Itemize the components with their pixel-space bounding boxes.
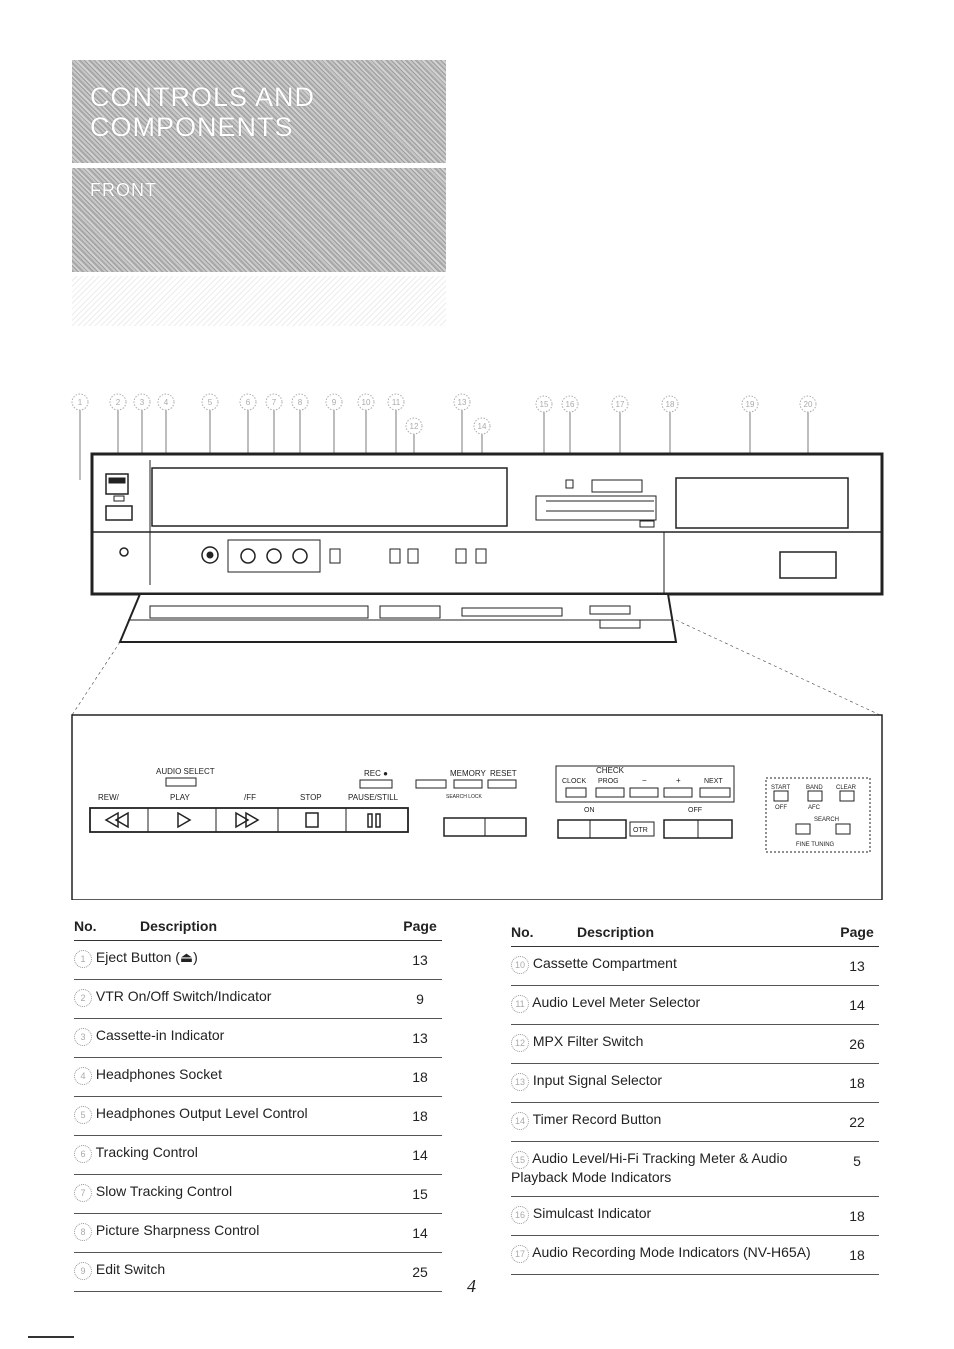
table-row bbox=[511, 1197, 879, 1236]
item-number-badge: 7 bbox=[74, 1184, 92, 1202]
control-panel-perspective bbox=[120, 594, 676, 642]
callout-number: 10 bbox=[361, 398, 371, 407]
item-page: 9 bbox=[398, 980, 442, 1019]
item-number-badge: 3 bbox=[74, 1028, 92, 1046]
row-description-cell bbox=[511, 1064, 835, 1103]
item-page: 13 bbox=[398, 941, 442, 980]
row-description-cell bbox=[74, 1097, 398, 1136]
row-description-cell bbox=[74, 1214, 398, 1253]
callout-number: 4 bbox=[163, 398, 169, 407]
label-rec: REC ● bbox=[364, 769, 388, 778]
table-header-row bbox=[74, 918, 442, 941]
callout-number: 16 bbox=[565, 400, 575, 409]
item-page: 14 bbox=[835, 986, 879, 1025]
col-description: Description bbox=[140, 918, 398, 941]
callout-number: 17 bbox=[615, 400, 625, 409]
label-plus: + bbox=[676, 776, 681, 785]
label-play: PLAY bbox=[170, 793, 190, 802]
table-row bbox=[511, 1142, 879, 1197]
col-page: Page bbox=[398, 918, 442, 941]
table-row bbox=[511, 1064, 879, 1103]
label-fine-tuning: FINE TUNING bbox=[796, 842, 835, 848]
table-row bbox=[511, 1103, 879, 1142]
row-description-cell bbox=[511, 1025, 835, 1064]
title-line-1: CONTROLS AND bbox=[90, 82, 316, 112]
callout-number: 11 bbox=[391, 398, 401, 407]
item-description: VTR On/Off Switch/Indicator bbox=[95, 988, 272, 1004]
table-row bbox=[74, 1175, 442, 1214]
table-row bbox=[511, 986, 879, 1025]
row-description-cell bbox=[74, 1019, 398, 1058]
label-pause-still: PAUSE/STILL bbox=[348, 793, 399, 802]
table-row bbox=[74, 1019, 442, 1058]
label-rew: REW/ bbox=[98, 793, 119, 802]
item-description: Picture Sharpness Control bbox=[95, 1222, 260, 1238]
label-check: CHECK bbox=[596, 766, 625, 775]
item-page: 13 bbox=[398, 1019, 442, 1058]
row-description-cell bbox=[74, 941, 398, 980]
table-row bbox=[74, 1136, 442, 1175]
table-row bbox=[74, 1097, 442, 1136]
label-afc: AFC bbox=[808, 805, 820, 811]
banner-divider bbox=[72, 163, 446, 168]
item-description: Audio Level Meter Selector bbox=[532, 994, 701, 1010]
label-audio-select: AUDIO SELECT bbox=[156, 767, 215, 776]
item-number-badge: 6 bbox=[74, 1145, 92, 1163]
item-page: 5 bbox=[835, 1142, 879, 1197]
col-description: Description bbox=[577, 924, 835, 947]
item-description: Slow Tracking Control bbox=[95, 1183, 233, 1199]
callout-number: 14 bbox=[477, 422, 487, 431]
callout-number: 20 bbox=[803, 400, 813, 409]
row-description-cell bbox=[74, 1175, 398, 1214]
callout-number: 13 bbox=[457, 398, 467, 407]
item-number-badge: 4 bbox=[74, 1067, 92, 1085]
row-description-cell bbox=[74, 1253, 398, 1292]
item-description: Audio Level/Hi-Fi Tracking Meter & Audio Playback Mode Indicators bbox=[511, 1150, 788, 1185]
item-number-badge: 13 bbox=[511, 1073, 529, 1091]
label-ff: /FF bbox=[244, 793, 256, 802]
item-number-badge: 15 bbox=[511, 1151, 529, 1169]
label-clear: CLEAR bbox=[836, 785, 857, 791]
label-minus: − bbox=[642, 776, 647, 785]
item-number-badge: 16 bbox=[511, 1206, 529, 1224]
col-no: No. bbox=[74, 918, 140, 941]
item-page: 18 bbox=[835, 1236, 879, 1275]
item-description: Cassette Compartment bbox=[532, 955, 677, 971]
item-number-badge: 8 bbox=[74, 1223, 92, 1241]
callout-number: 5 bbox=[207, 398, 213, 407]
callout-number: 19 bbox=[745, 400, 755, 409]
table-row bbox=[74, 1253, 442, 1292]
table-row bbox=[74, 980, 442, 1019]
row-description-cell bbox=[511, 1236, 835, 1275]
label-band: BAND bbox=[806, 785, 823, 791]
item-description: Headphones Socket bbox=[95, 1066, 222, 1082]
item-number-badge: 14 bbox=[511, 1112, 529, 1130]
footer-rule bbox=[28, 1336, 74, 1338]
components-table-left bbox=[74, 918, 442, 1292]
table-row bbox=[511, 1025, 879, 1064]
item-page: 13 bbox=[835, 947, 879, 986]
label-search-lock: SEARCH LOCK bbox=[446, 794, 482, 800]
label-prog: PROG bbox=[598, 778, 619, 785]
item-page: 18 bbox=[398, 1058, 442, 1097]
section-subtitle: FRONT bbox=[90, 180, 157, 200]
label-off-2: OFF bbox=[775, 805, 787, 811]
item-page: 14 bbox=[398, 1136, 442, 1175]
callout-number: 9 bbox=[331, 398, 337, 407]
item-page: 22 bbox=[835, 1103, 879, 1142]
item-number-badge: 1 bbox=[74, 950, 92, 968]
item-description: Timer Record Button bbox=[532, 1111, 662, 1127]
label-next: NEXT bbox=[704, 778, 723, 785]
table-header-row bbox=[511, 924, 879, 947]
label-start: START bbox=[771, 785, 791, 791]
table-body-left bbox=[74, 941, 442, 1292]
label-off: OFF bbox=[688, 807, 702, 814]
label-otr: OTR bbox=[633, 827, 648, 834]
item-description: Headphones Output Level Control bbox=[95, 1105, 308, 1121]
item-page: 26 bbox=[835, 1025, 879, 1064]
callout-1 bbox=[72, 394, 88, 480]
label-clock: CLOCK bbox=[562, 778, 587, 785]
item-number-badge: 17 bbox=[511, 1245, 529, 1263]
callout-number: 7 bbox=[271, 398, 277, 407]
callout-number: 3 bbox=[139, 398, 145, 407]
item-page: 14 bbox=[398, 1214, 442, 1253]
title-line-2: COMPONENTS bbox=[90, 112, 294, 142]
item-description: Input Signal Selector bbox=[532, 1072, 663, 1088]
col-no: No. bbox=[511, 924, 577, 947]
label-memory: MEMORY bbox=[450, 769, 486, 778]
item-page: 15 bbox=[398, 1175, 442, 1214]
row-description-cell bbox=[74, 1058, 398, 1097]
row-description-cell bbox=[511, 1197, 835, 1236]
table-row bbox=[511, 1236, 879, 1275]
row-description-cell bbox=[511, 947, 835, 986]
row-description-cell bbox=[511, 1142, 835, 1197]
item-number-badge: 11 bbox=[511, 995, 529, 1013]
table-row bbox=[74, 1214, 442, 1253]
item-page: 18 bbox=[835, 1197, 879, 1236]
item-page: 25 bbox=[398, 1253, 442, 1292]
item-number-badge: 10 bbox=[511, 956, 529, 974]
item-page: 18 bbox=[398, 1097, 442, 1136]
item-number-badge: 2 bbox=[74, 989, 92, 1007]
enlarged-control-panel bbox=[72, 715, 882, 900]
table-row bbox=[74, 941, 442, 980]
label-on: ON bbox=[584, 807, 595, 814]
row-description-cell bbox=[511, 1103, 835, 1142]
label-reset: RESET bbox=[490, 769, 517, 778]
row-description-cell bbox=[74, 980, 398, 1019]
item-description: Audio Recording Mode Indicators (NV-H65A) bbox=[532, 1244, 811, 1260]
table-body-right bbox=[511, 947, 879, 1275]
title-banner bbox=[72, 60, 446, 272]
item-number-badge: 5 bbox=[74, 1106, 92, 1124]
item-description: Edit Switch bbox=[95, 1261, 166, 1277]
item-description: Cassette-in Indicator bbox=[95, 1027, 225, 1043]
table-row bbox=[511, 947, 879, 986]
callout-number: 6 bbox=[245, 398, 251, 407]
vcr-front-diagram bbox=[0, 380, 954, 900]
item-description: Eject Button (⏏) bbox=[95, 949, 198, 965]
vcr-body bbox=[92, 454, 882, 594]
callout-number: 12 bbox=[409, 422, 419, 431]
item-number-badge: 12 bbox=[511, 1034, 529, 1052]
item-number-badge: 9 bbox=[74, 1262, 92, 1280]
components-table-right bbox=[511, 924, 879, 1275]
item-description: Simulcast Indicator bbox=[532, 1205, 652, 1221]
page-number: 4 bbox=[467, 1276, 476, 1296]
row-description-cell bbox=[511, 986, 835, 1025]
callout-number: 15 bbox=[539, 400, 549, 409]
banner-shadow-texture bbox=[72, 276, 446, 326]
table-row bbox=[74, 1058, 442, 1097]
item-description: Tracking Control bbox=[95, 1144, 198, 1160]
callout-number: 1 bbox=[77, 398, 83, 407]
item-page: 18 bbox=[835, 1064, 879, 1103]
callout-number: 18 bbox=[665, 400, 675, 409]
label-search: SEARCH bbox=[814, 817, 840, 823]
callout-number: 8 bbox=[297, 398, 303, 407]
callout-number: 2 bbox=[115, 398, 121, 407]
label-stop: STOP bbox=[300, 793, 322, 802]
section-title bbox=[90, 82, 315, 142]
item-description: MPX Filter Switch bbox=[532, 1033, 644, 1049]
row-description-cell bbox=[74, 1136, 398, 1175]
col-page: Page bbox=[835, 924, 879, 947]
